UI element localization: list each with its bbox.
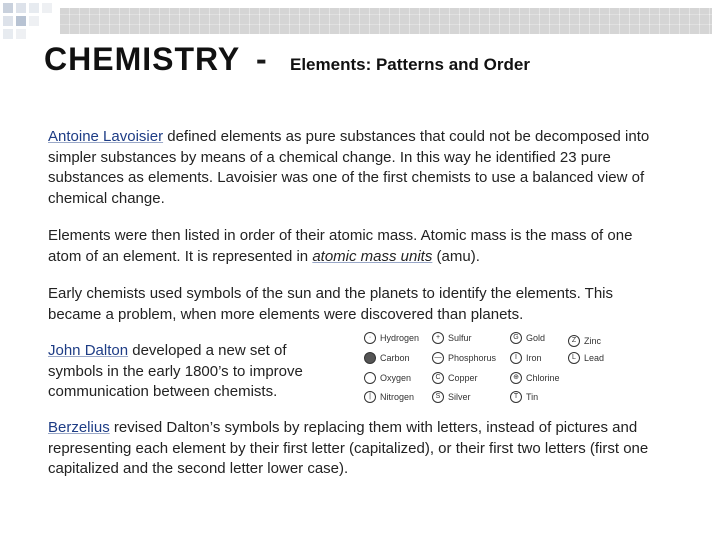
- chlorine-symbol-icon: ⊕: [510, 372, 522, 384]
- symbol-label: Hydrogen: [380, 332, 420, 343]
- symbol-carbon: [364, 349, 410, 366]
- symbol-label: Iron: [526, 352, 542, 363]
- zinc-symbol-icon: Z: [568, 335, 580, 347]
- symbol-label: Nitrogen: [380, 391, 415, 402]
- symbol-nitrogen: [364, 388, 414, 405]
- symbol-gold: [510, 329, 545, 346]
- symbol-iron: [510, 349, 542, 366]
- hydrogen-symbol-icon: ·: [364, 332, 376, 344]
- tin-symbol-icon: T: [510, 391, 522, 403]
- atomic-mass-text-before: Elements were then listed in order of their atomic mass. Atomic mass is the mass of one atom of an element. It is represented in: [48, 227, 633, 265]
- symbol-sulfur: [432, 329, 472, 346]
- lavoisier-text: defined elements as pure substances that could not be decomposed into simpler substances by means of a chemical change. In this way he identified 23 pure substances as elements. Lavoisier was one of the first chemists to use a balanced view of chemical change.: [48, 128, 650, 207]
- symbol-label: Copper: [448, 372, 478, 383]
- symbol-label: Zinc: [584, 335, 602, 346]
- dalton-symbols-figure: [360, 328, 660, 406]
- header-texture-bar: [60, 8, 712, 34]
- symbol-label: Carbon: [380, 352, 410, 363]
- page-subtitle: Elements: Patterns and Order: [290, 55, 530, 74]
- nitrogen-symbol-icon: |: [364, 391, 376, 403]
- berzelius-link[interactable]: Berzelius: [48, 419, 110, 436]
- symbol-label: Gold: [526, 332, 546, 343]
- copper-symbol-icon: C: [432, 372, 444, 384]
- symbol-chlorine: [510, 369, 560, 386]
- dalton-text: developed a new set of symbols in the early 1800’s to improve communication between chemists.: [48, 342, 303, 400]
- symbol-label: Sulfur: [448, 332, 472, 343]
- paragraph-dalton: [48, 341, 338, 403]
- gold-symbol-icon: G: [510, 332, 522, 344]
- symbol-lead: [568, 349, 604, 366]
- atomic-mass-text-after: (amu).: [432, 247, 480, 265]
- iron-symbol-icon: I: [510, 352, 522, 364]
- symbol-oxygen: [364, 369, 411, 386]
- symbol-tin: [510, 388, 538, 405]
- paragraph-early-symbols: Early chemists used symbols of the sun and the planets to identify the elements. This became a problem, when more elements were discovered than planets.: [48, 285, 614, 323]
- page-title: CHEMISTRY: [44, 41, 241, 77]
- sulfur-symbol-icon: +: [432, 332, 444, 344]
- symbol-label: Oxygen: [380, 372, 412, 383]
- dalton-link[interactable]: John Dalton: [48, 342, 129, 359]
- symbol-label: Silver: [448, 391, 471, 402]
- symbol-hydrogen: [364, 329, 419, 346]
- symbol-label: Tin: [526, 391, 539, 402]
- symbol-phosphorus: [432, 349, 496, 366]
- symbol-label: Lead: [584, 352, 605, 363]
- phosphorus-symbol-icon: —: [432, 352, 444, 364]
- berzelius-text: revised Dalton’s symbols by replacing them with letters, instead of pictures and representing each element by their first letter (capitalized), or their first two letters (first one capitalized and the second letter lower case).: [48, 419, 649, 477]
- symbol-copper: [432, 369, 478, 386]
- symbol-label: Phosphorus: [448, 352, 497, 363]
- corner-decoration: [0, 0, 60, 40]
- silver-symbol-icon: S: [432, 391, 444, 403]
- oxygen-symbol-icon: [364, 372, 376, 384]
- paragraph-berzelius: [48, 418, 678, 480]
- symbol-silver: [432, 388, 471, 405]
- carbon-symbol-icon: [364, 352, 376, 364]
- atomic-mass-units-link[interactable]: atomic mass units: [312, 247, 433, 265]
- symbol-label: Chlorine: [526, 372, 560, 383]
- title-separator: -: [256, 41, 267, 77]
- paragraph-lavoisier: [48, 127, 668, 209]
- lead-symbol-icon: L: [568, 352, 580, 364]
- paragraph-atomic-mass: [48, 226, 668, 267]
- symbol-zinc: [568, 332, 601, 349]
- lavoisier-link[interactable]: Antoine Lavoisier: [48, 128, 164, 145]
